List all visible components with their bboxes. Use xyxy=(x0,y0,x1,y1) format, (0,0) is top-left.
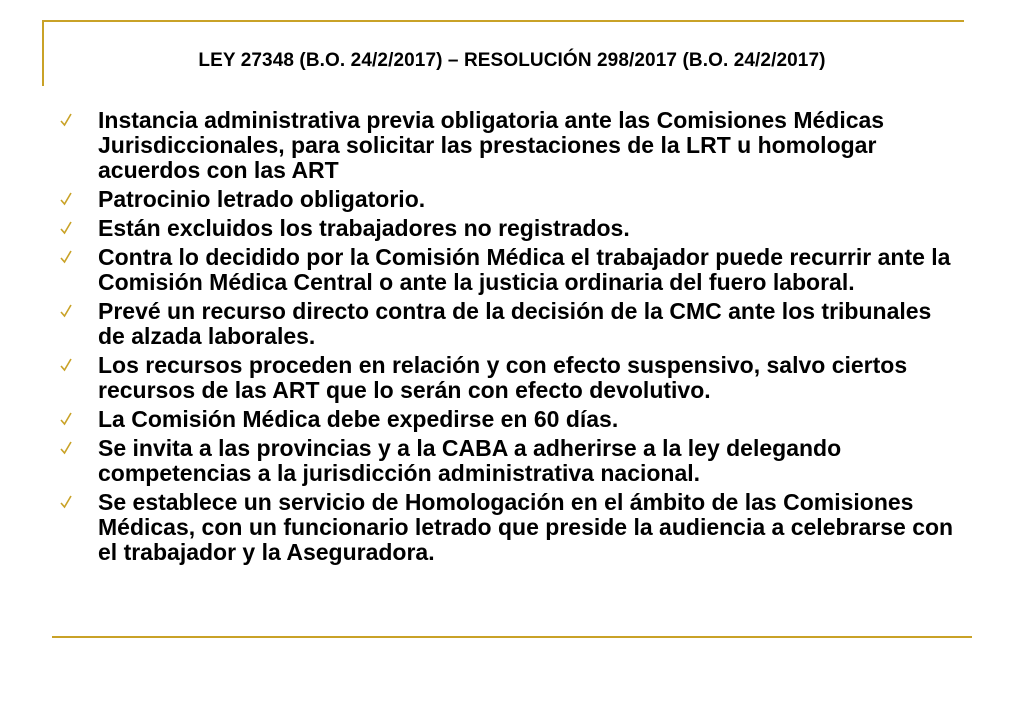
bullet-text: Los recursos proceden en relación y con efecto suspensivo, salvo ciertos recursos de las ART que lo serán con efecto devolutivo. xyxy=(98,352,908,403)
bullet-item xyxy=(60,490,960,565)
checkmark-icon xyxy=(60,220,72,236)
bullet-item xyxy=(60,407,960,432)
bullet-list xyxy=(60,108,960,569)
bullet-item xyxy=(60,353,960,403)
bullet-item xyxy=(60,187,960,212)
bullet-text: Están excluidos los trabajadores no registrados. xyxy=(98,215,630,241)
checkmark-icon xyxy=(60,191,72,207)
checkmark-icon xyxy=(60,494,72,510)
bullet-text: Instancia administrativa previa obligatoria ante las Comisiones Médicas Jurisdiccionales, para solicitar las prestaciones de la LRT u homologar acuerdos con las ART xyxy=(98,107,885,183)
bottom-border-line xyxy=(52,636,972,638)
checkmark-icon xyxy=(60,440,72,456)
slide-title: LEY 27348 (B.O. 24/2/2017) – RESOLUCIÓN 298/2017 (B.O. 24/2/2017) xyxy=(198,50,826,71)
bullet-text: Prevé un recurso directo contra de la decisión de la CMC ante los tribunales de alzada laborales. xyxy=(98,298,932,349)
top-border-line xyxy=(42,20,964,22)
checkmark-icon xyxy=(60,303,72,319)
checkmark-icon xyxy=(60,112,72,128)
checkmark-icon xyxy=(60,411,72,427)
bullet-text: Patrocinio letrado obligatorio. xyxy=(98,186,426,212)
bullet-item xyxy=(60,436,960,486)
bullet-item xyxy=(60,245,960,295)
bullet-text: La Comisión Médica debe expedirse en 60 días. xyxy=(98,406,619,432)
checkmark-icon xyxy=(60,357,72,373)
bullet-item xyxy=(60,108,960,183)
checkmark-icon xyxy=(60,249,72,265)
bullet-text: Contra lo decidido por la Comisión Médica el trabajador puede recurrir ante la Comisión Médica Central o ante la justicia ordinaria del fuero laboral. xyxy=(98,244,951,295)
bullet-item xyxy=(60,216,960,241)
bullet-item xyxy=(60,299,960,349)
bullet-text: Se establece un servicio de Homologación en el ámbito de las Comisiones Médicas, con un funcionario letrado que preside la audiencia a celebrarse con el trabajador y la Aseguradora. xyxy=(98,489,954,565)
bullet-text: Se invita a las provincias y a la CABA a adherirse a la ley delegando competencias a la jurisdicción administrativa nacional. xyxy=(98,435,842,486)
